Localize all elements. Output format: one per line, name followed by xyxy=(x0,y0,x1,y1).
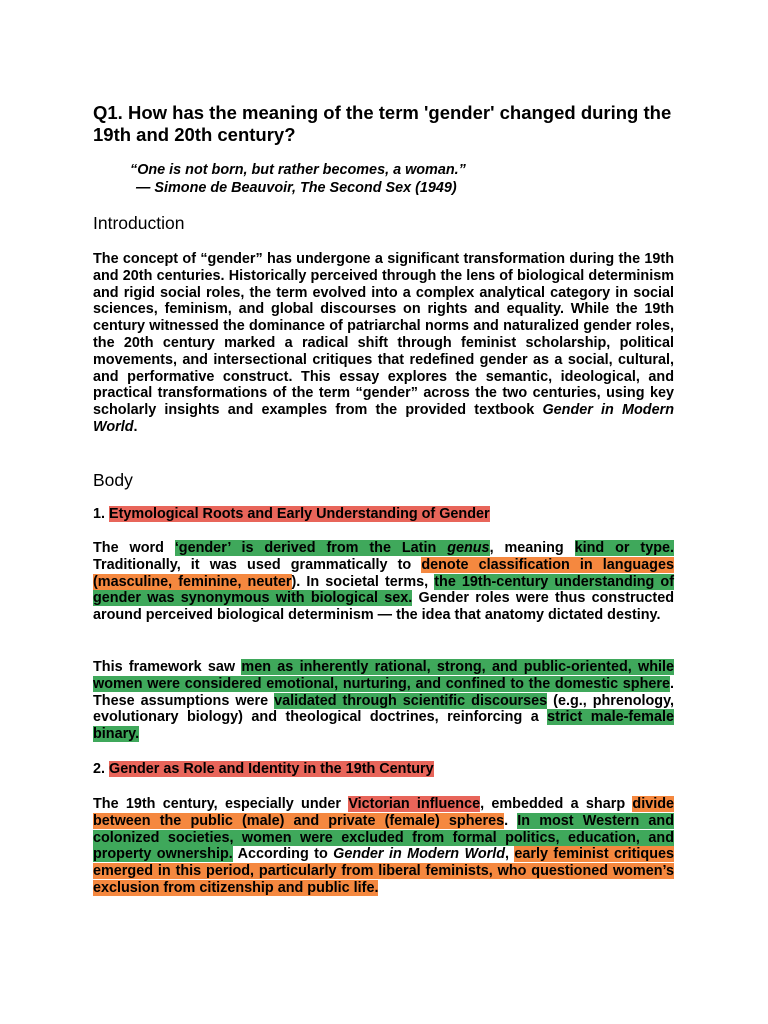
text-run: The 19th century, especially under xyxy=(93,796,349,812)
section-1-heading xyxy=(93,504,490,524)
section-2-paragraph-1 xyxy=(93,796,674,897)
text-run: . These assumptions were xyxy=(93,675,674,709)
highlight-green-italic: genus xyxy=(447,540,490,556)
book-title-italic: Gender in Modern World xyxy=(333,846,506,863)
highlight-green: In most Western and colonized societies, women were excluded from formal politics, education, and property ownership. xyxy=(93,812,675,863)
text-run: According to xyxy=(232,846,334,863)
epigraph-quote xyxy=(130,161,466,197)
intro-end: . xyxy=(133,418,138,435)
text-run: ). In societal terms, xyxy=(291,573,435,590)
introduction-paragraph xyxy=(93,251,674,436)
quote-attribution: — Simone de Beauvoir, The Second Sex (1949) xyxy=(136,180,457,196)
text-run: Traditionally, it was used grammatically to xyxy=(93,556,422,573)
highlight-green: the 19th-century understanding of gender was synonymous with biological sex. xyxy=(93,573,674,607)
highlight-orange: divide between the public (male) and private (female) spheres xyxy=(93,796,674,829)
highlight-orange: early feminist critiques emerged in this period, particularly from liberal feminists, who questioned women’s exclusion from citizenship and public life. xyxy=(93,846,674,896)
highlight-green: ‘gender’ is derived from the Latin xyxy=(174,540,448,556)
text-run: , meaning xyxy=(489,540,575,556)
highlight-green: strict male-female binary. xyxy=(93,709,674,743)
section-1-paragraph-2 xyxy=(93,659,674,743)
section-2-title: Gender as Role and Identity in the 19th Century xyxy=(109,761,434,777)
highlight-green: men as inherently rational, strong, and public-oriented, while women were considered emotional, nurturing, and confined to the domestic sphere xyxy=(93,659,675,692)
highlight-green: kind or type. xyxy=(574,540,674,556)
intro-book-title: Gender in Modern World xyxy=(93,402,674,435)
text-run: (e.g., phrenology, evolutionary biology) and theological doctrines, reinforcing a xyxy=(93,692,674,726)
section-1-number: 1. xyxy=(93,506,109,522)
text-run: , xyxy=(505,846,515,863)
intro-text: The concept of “gender” has undergone a significant transformation during the 19th and 20th centuries. Historically perceived through the lens of biological determinism and rigid social roles, the term evolved into a complex analytical category in social sciences, feminism, and global discourses on rights and equality. While the 19th century witnessed the dominance of patriarchal norms and naturalized gender roles, the 20th century marked a radical shift through feminist scholarship, political movements, and intersectional critiques that redefined gender as a social, cultural, and performative construct. This essay explores the semantic, ideological, and practical transformations of the term “gender” across the two centuries, using key scholarly insights and examples from the provided textbook xyxy=(93,251,674,419)
section-2-heading xyxy=(93,759,434,779)
highlight-green: validated through scientific discourses xyxy=(274,692,548,709)
text-run: This framework saw xyxy=(93,659,242,675)
text-run: The word xyxy=(93,540,175,556)
introduction-heading: Introduction xyxy=(93,213,185,233)
text-run: . xyxy=(504,812,518,829)
highlight-red: Victorian influence xyxy=(348,796,481,812)
section-1-title: Etymological Roots and Early Understanding of Gender xyxy=(109,506,490,522)
body-heading: Body xyxy=(93,470,133,490)
text-run: Gender roles were thus constructed around perceived biological determinism — the idea that anatomy dictated destiny. xyxy=(93,590,674,624)
quote-text: “One is not born, but rather becomes, a woman.” xyxy=(130,162,466,178)
question-title: Q1. How has the meaning of the term 'gender' changed during the 19th and 20th century? xyxy=(93,102,672,145)
highlight-orange: denote classification in languages (masculine, feminine, neuter xyxy=(93,556,674,590)
text-run: , embedded a sharp xyxy=(480,796,633,812)
section-1-paragraph-1 xyxy=(93,540,674,624)
section-2-number: 2. xyxy=(93,761,109,777)
